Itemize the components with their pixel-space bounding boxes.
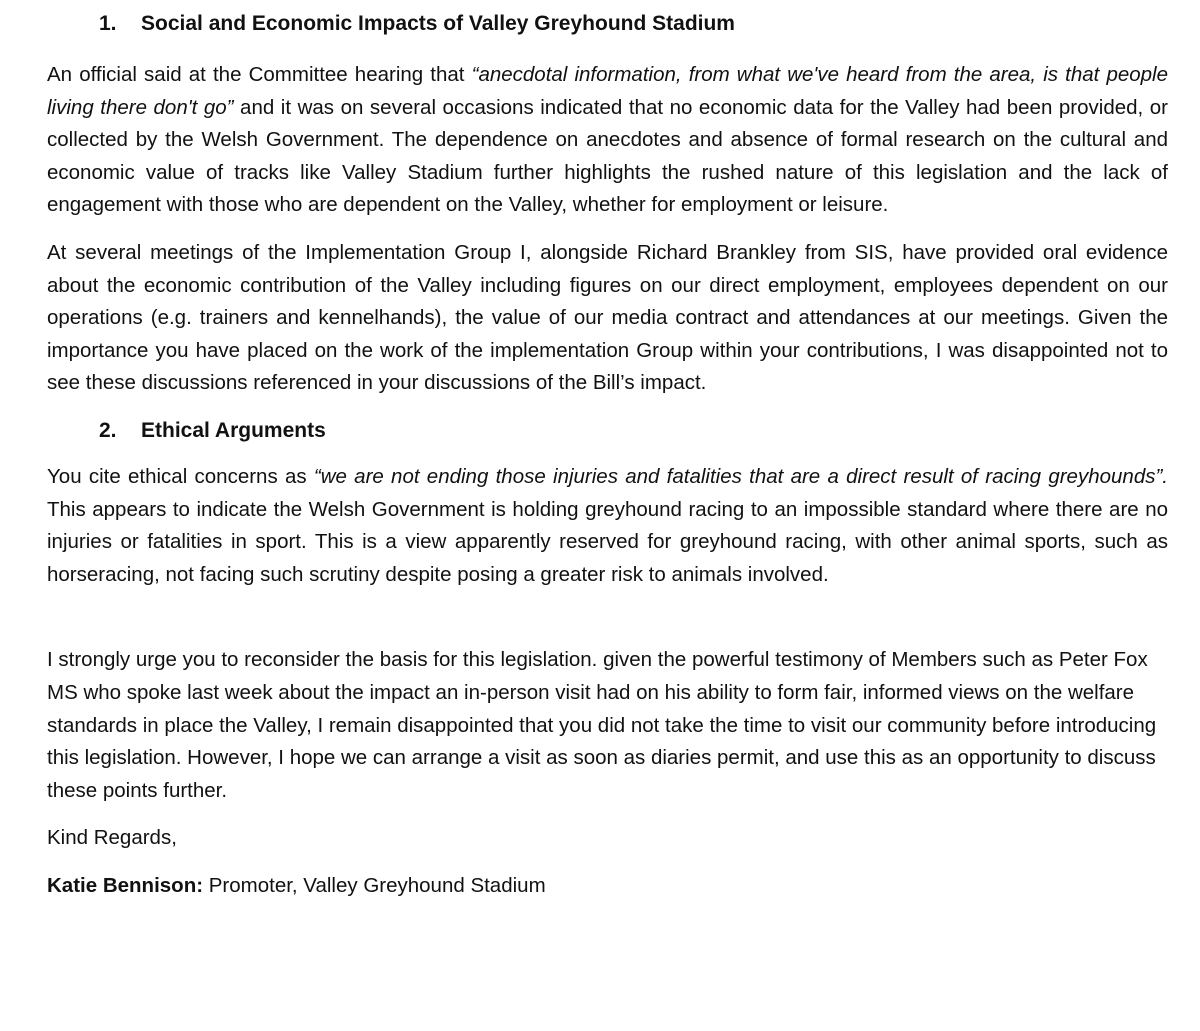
paragraph-lead: You cite ethical concerns as	[47, 464, 314, 488]
paragraph-lead: An official said at the Committee hearing that	[47, 63, 472, 86]
signature-role: Promoter, Valley Greyhound Stadium	[203, 873, 546, 897]
committee-quote: “anecdotal information, from what we've heard from the area, is that people living there don't go”	[47, 63, 1169, 119]
section-heading-2	[47, 415, 1168, 447]
section-number-1: 1.	[99, 12, 117, 35]
ethics-quote: “we are not ending those injuries and fatalities that are a direct result of racing greyhounds”.	[313, 464, 1168, 488]
signature	[47, 870, 1168, 903]
section-1-paragraph-2: At several meetings of the Implementation Group I, alongside Richard Brankley from SIS, have provided oral evidence about the economic contribution of the Valley including figures on our direct employment, employees dependent on our operations (e.g. trainers and kennelhands), the value of our media contract and attendances at our meetings. Given the importance you have placed on the work of the implementation Group within your contributions, I was disappointed not to see these discussions referenced in your discussions of the Bill’s impact.	[47, 240, 1168, 395]
section-number-2: 2.	[99, 418, 117, 442]
section-heading-1	[47, 8, 1168, 40]
signature-name: Katie Bennison:	[47, 873, 204, 897]
section-1-paragraph-1	[47, 59, 1168, 222]
sign-off: Kind Regards,	[47, 826, 177, 850]
paragraph-tail: and it was on several occasions indicated that no economic data for the Valley had been provided, or collected by the Welsh Government. The dependence on anecdotes and absence of formal research on the cultural and economic value of tracks like Valley Stadium further highlights the rushed nature of this legislation and the lack of engagement with those who are dependent on the Valley, whether for employment or leisure.	[47, 95, 1168, 217]
section-2-paragraph-1	[47, 461, 1168, 591]
section-title-2: Ethical Arguments	[141, 418, 326, 442]
paragraph-tail: This appears to indicate the Welsh Government is holding greyhound racing to an impossible standard where there are no injuries or fatalities in sport. This is a view apparently reserved for greyhound racing, with other animal sports, such as horseracing, not facing such scrutiny despite posing a greater risk to animals involved.	[47, 497, 1168, 586]
closing-paragraph: I strongly urge you to reconsider the basis for this legislation. given the powerful testimony of Members such as Peter Fox MS who spoke last week about the impact an in-person visit had on his ability to form fair, informed views on the welfare standards in place the Valley, I remain disappointed that you did not take the time to visit our community before introducing this legislation. However, I hope we can arrange a visit as soon as diaries permit, and use this as an opportunity to discuss these points further.	[47, 648, 1157, 802]
section-title-1: Social and Economic Impacts of Valley Greyhound Stadium	[141, 12, 735, 35]
